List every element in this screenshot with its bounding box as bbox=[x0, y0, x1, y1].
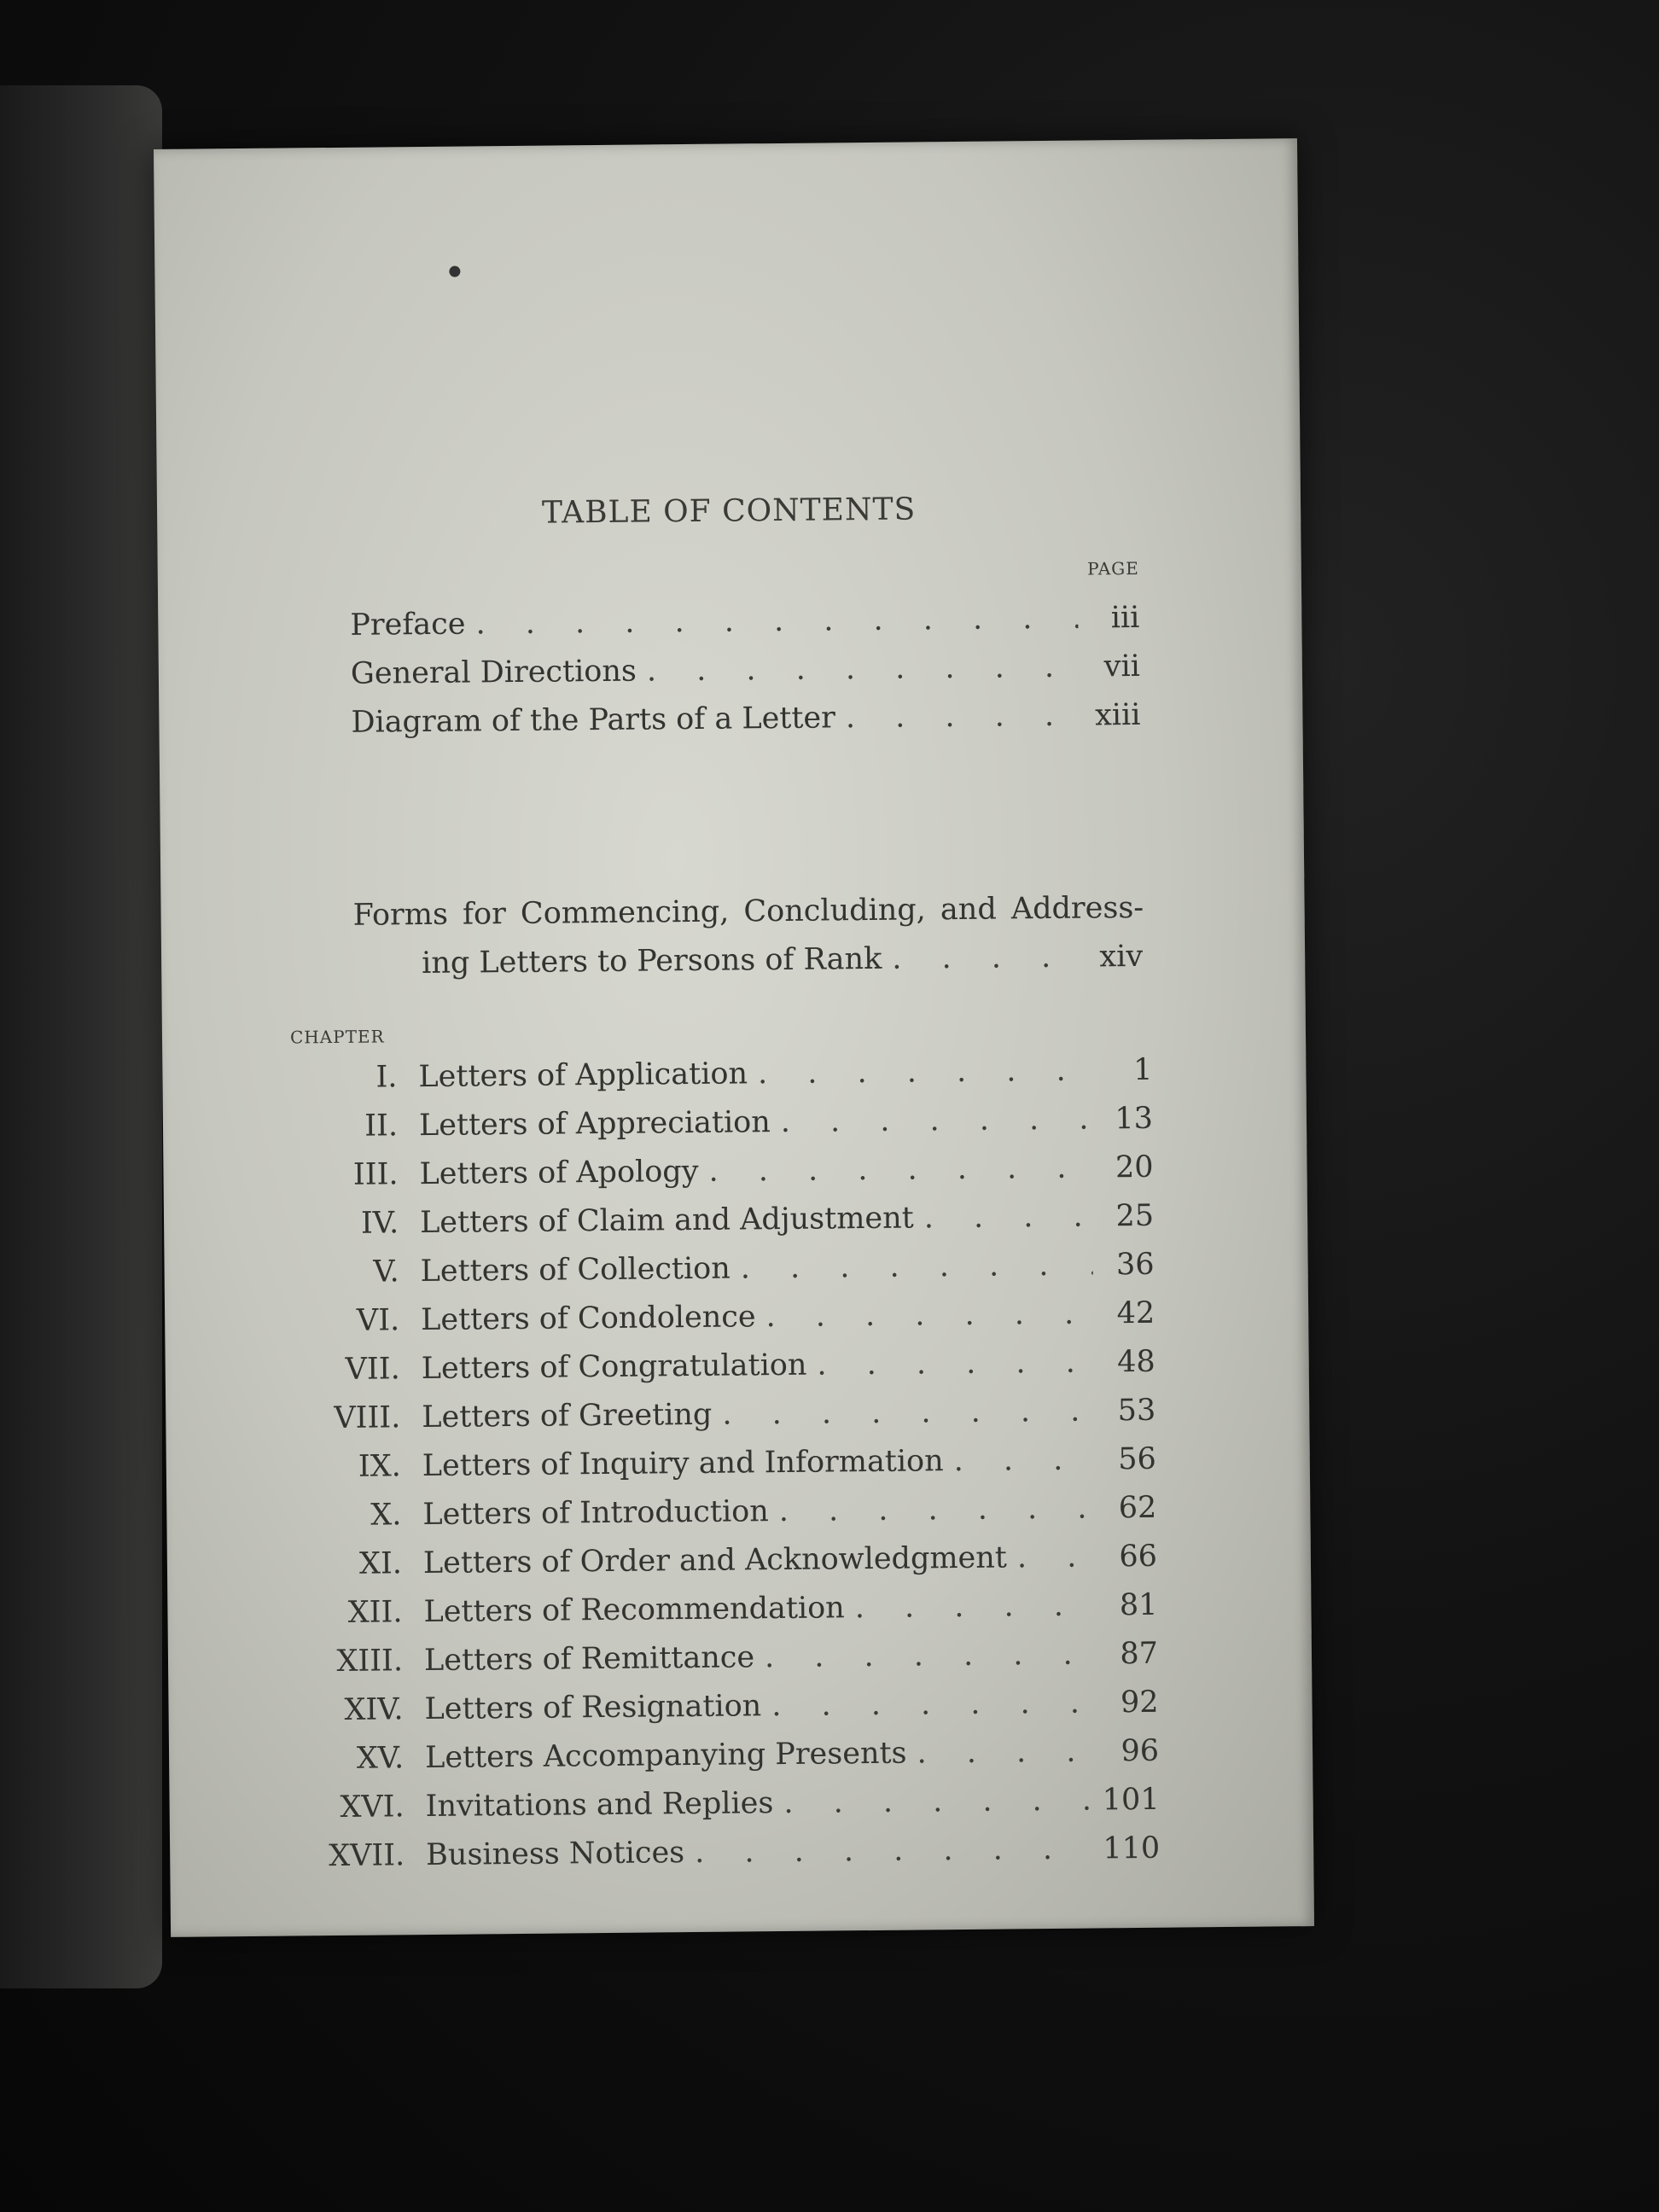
chapter-title: Letters of Condolence bbox=[420, 1300, 756, 1338]
entry-title: Preface bbox=[350, 607, 466, 643]
chapter-number: I. bbox=[375, 1060, 398, 1095]
toc-chapter-row bbox=[306, 1734, 1159, 1777]
chapter-number: XIII. bbox=[336, 1644, 404, 1679]
chapter-page: 101 bbox=[1102, 1782, 1160, 1818]
chapter-number: VII. bbox=[345, 1352, 400, 1387]
toc-entry-preface bbox=[350, 601, 1139, 643]
chapter-title: Letters of Apology bbox=[419, 1154, 699, 1192]
toc-chapter-row bbox=[300, 1102, 1153, 1144]
entry-title: ing Letters to Persons of Rank bbox=[421, 941, 882, 981]
chapter-number: XV. bbox=[356, 1741, 405, 1776]
chapter-number: V. bbox=[373, 1254, 399, 1289]
chapter-number: X. bbox=[370, 1498, 402, 1533]
toc-chapter-row bbox=[305, 1637, 1158, 1679]
chapter-page: 62 bbox=[1118, 1490, 1157, 1526]
dot-leader bbox=[741, 1248, 1093, 1285]
toc-chapter-row bbox=[302, 1394, 1155, 1436]
chapter-page: 36 bbox=[1115, 1247, 1155, 1283]
chapter-title: Invitations and Replies bbox=[425, 1786, 774, 1825]
chapter-title: Letters of Inquiry and Information bbox=[422, 1444, 944, 1484]
dot-leader bbox=[765, 1637, 1097, 1674]
chapter-title: Letters of Claim and Adjustment bbox=[419, 1201, 914, 1241]
entry-title: Diagram of the Parts of a Letter bbox=[351, 701, 836, 740]
chapter-title: Letters of Remittance bbox=[423, 1640, 755, 1679]
chapter-title: Letters Accompanying Presents bbox=[424, 1736, 907, 1776]
toc-chapter-row bbox=[302, 1345, 1155, 1388]
dot-leader bbox=[846, 699, 1080, 736]
chapter-title: Letters of Congratulation bbox=[421, 1348, 807, 1387]
dot-leader bbox=[779, 1491, 1096, 1528]
chapter-title: Letters of Resignation bbox=[424, 1689, 762, 1727]
dot-leader bbox=[647, 650, 1079, 689]
chapter-page: 87 bbox=[1120, 1636, 1159, 1672]
chapter-number: VIII. bbox=[334, 1400, 401, 1436]
chapter-page: 66 bbox=[1119, 1539, 1158, 1575]
chapter-title: Letters of Recommendation bbox=[423, 1591, 845, 1630]
chapter-title: Letters of Greeting bbox=[422, 1397, 713, 1435]
dot-leader bbox=[1017, 1540, 1096, 1575]
chapter-title: Letters of Application bbox=[418, 1057, 748, 1095]
chapter-title: Business Notices bbox=[426, 1836, 685, 1873]
chapter-page: 1 bbox=[1132, 1052, 1153, 1088]
toc-chapter-row bbox=[303, 1491, 1156, 1534]
chapter-number: IX. bbox=[358, 1449, 402, 1484]
chapter-number: XIV. bbox=[344, 1692, 404, 1727]
chapter-page: 96 bbox=[1121, 1733, 1160, 1769]
toc-chapter-row bbox=[303, 1442, 1156, 1485]
toc-chapter-row bbox=[305, 1685, 1158, 1728]
toc-entry-diagram bbox=[351, 698, 1140, 740]
chapter-page: 92 bbox=[1120, 1685, 1159, 1720]
dot-leader bbox=[695, 1832, 1093, 1870]
page-title: TABLE OF CONTENTS bbox=[541, 492, 917, 531]
chapter-title: Letters of Collection bbox=[420, 1251, 731, 1289]
entry-page: iii bbox=[1110, 600, 1140, 636]
page-column-header: PAGE bbox=[1087, 557, 1139, 579]
chapter-number: II. bbox=[364, 1109, 399, 1144]
chapter-number: XII. bbox=[347, 1595, 403, 1630]
toc-chapter-row bbox=[300, 1150, 1153, 1193]
chapter-number: XVII. bbox=[329, 1838, 405, 1874]
entry-page: xiv bbox=[1099, 939, 1144, 975]
dot-leader bbox=[708, 1151, 1091, 1189]
chapter-number: VI. bbox=[356, 1303, 400, 1338]
chapter-number: IV. bbox=[360, 1206, 399, 1241]
dot-leader bbox=[892, 940, 1081, 976]
chapter-page: 20 bbox=[1115, 1150, 1154, 1185]
chapter-page: 81 bbox=[1119, 1587, 1158, 1623]
chapter-title: Letters of Order and Acknowledgment bbox=[422, 1540, 1008, 1581]
entry-page: vii bbox=[1103, 649, 1141, 684]
chapter-title: Letters of Appreciation bbox=[418, 1105, 771, 1144]
dot-leader bbox=[783, 1784, 1092, 1820]
toc-chapter-row bbox=[306, 1831, 1160, 1874]
chapter-page: 48 bbox=[1116, 1344, 1155, 1380]
dot-leader bbox=[722, 1394, 1094, 1431]
dot-leader bbox=[765, 1296, 1093, 1334]
toc-chapter-row bbox=[300, 1199, 1154, 1242]
toc-entry-forms-line1: Forms for Commencing, Concluding, and Address- bbox=[352, 890, 1144, 933]
chapter-page: 25 bbox=[1115, 1198, 1155, 1234]
chapter-page: 56 bbox=[1118, 1441, 1156, 1477]
toc-chapter-row bbox=[300, 1248, 1154, 1290]
toc-chapter-row bbox=[301, 1296, 1155, 1339]
chapter-page: 110 bbox=[1103, 1831, 1161, 1866]
dot-leader bbox=[781, 1103, 1092, 1139]
chapter-page: 13 bbox=[1115, 1101, 1154, 1137]
book-left-cover bbox=[0, 85, 162, 1988]
dot-leader bbox=[817, 1345, 1094, 1382]
chapter-column-header: CHAPTER bbox=[289, 1026, 385, 1048]
ink-speck bbox=[449, 266, 460, 277]
toc-chapter-row bbox=[306, 1783, 1159, 1825]
entry-title: General Directions bbox=[350, 654, 637, 691]
entry-page: xiii bbox=[1094, 697, 1141, 733]
toc-chapter-row bbox=[299, 1053, 1152, 1096]
chapter-number: XI. bbox=[358, 1546, 403, 1581]
toc-chapter-row bbox=[304, 1540, 1157, 1582]
dot-leader bbox=[855, 1588, 1097, 1625]
toc-entry-general-directions bbox=[351, 649, 1140, 691]
toc-entry-forms-line2 bbox=[422, 940, 1143, 981]
chapter-number: III. bbox=[352, 1157, 399, 1192]
dot-leader bbox=[924, 1199, 1093, 1235]
dot-leader bbox=[771, 1685, 1097, 1723]
book-page bbox=[154, 138, 1314, 1937]
chapter-title: Letters of Introduction bbox=[422, 1494, 769, 1533]
dot-leader bbox=[917, 1734, 1097, 1770]
dot-leader bbox=[954, 1442, 1095, 1478]
chapter-number: XVI. bbox=[340, 1790, 405, 1825]
dot-leader bbox=[758, 1054, 1091, 1091]
chapter-page: 42 bbox=[1116, 1295, 1155, 1331]
dot-leader bbox=[475, 602, 1078, 642]
toc-chapter-row bbox=[304, 1588, 1157, 1631]
chapter-page: 53 bbox=[1117, 1393, 1156, 1429]
